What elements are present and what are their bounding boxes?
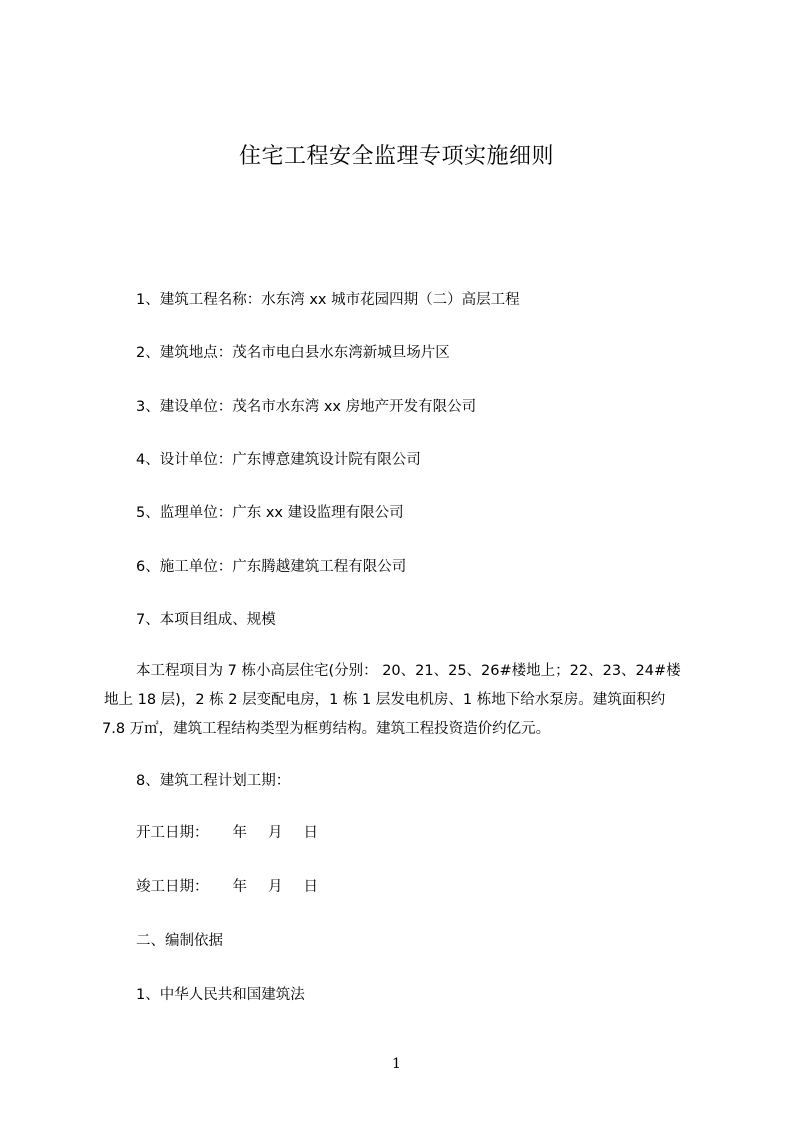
project-scale-paragraph bbox=[104, 657, 704, 744]
design-unit-item: 4、设计单位：广东博意建筑设计院有限公司 bbox=[136, 452, 421, 468]
start-date-row bbox=[136, 823, 318, 843]
supervision-unit-item: 5、监理单位：广东 xx 建设监理有限公司 bbox=[136, 505, 404, 521]
end-month-unit: 月 bbox=[268, 879, 283, 895]
start-year-unit: 年 bbox=[232, 825, 247, 841]
end-day-unit: 日 bbox=[303, 879, 318, 895]
scale-line-1: 本工程项目为 7 栋小高层住宅(分别： 20、21、25、26#楼地上；22、23、24#楼 bbox=[136, 663, 681, 679]
start-month-unit: 月 bbox=[268, 825, 283, 841]
schedule-heading: 8、建筑工程计划工期： bbox=[136, 773, 291, 789]
end-date-row bbox=[136, 877, 318, 897]
end-year-unit: 年 bbox=[232, 879, 247, 895]
basis-heading: 二、编制依据 bbox=[136, 933, 223, 949]
start-day-unit: 日 bbox=[303, 825, 318, 841]
project-location-item: 2、建筑地点：茂名市电白县水东湾新城旦场片区 bbox=[136, 345, 450, 361]
project-name-item: 1、建筑工程名称：水东湾 xx 城市花园四期（二）高层工程 bbox=[136, 292, 520, 308]
construction-unit-item: 6、施工单位：广东腾越建筑工程有限公司 bbox=[136, 559, 407, 575]
client-item: 3、建设单位：茂名市水东湾 xx 房地产开发有限公司 bbox=[136, 399, 477, 415]
document-title: 住宅工程安全监理专项实施细则 bbox=[238, 144, 554, 169]
project-scale-heading: 7、本项目组成、规模 bbox=[136, 612, 276, 628]
page-number: 1 bbox=[392, 1056, 401, 1072]
basis-item-1: 1、中华人民共和国建筑法 bbox=[136, 987, 305, 1003]
scale-line-2: 地上 18 层)，2 栋 2 层变配电房，1 栋 1 层发电机房、1 栋地下给水泵房。建筑面积约 bbox=[104, 692, 666, 708]
start-date-label: 开工日期： bbox=[136, 825, 209, 841]
scale-line-3: 7.8 万㎡，建筑工程结构类型为框剪结构。建筑工程投资造价约亿元。 bbox=[102, 721, 551, 737]
end-date-label: 竣工日期： bbox=[136, 879, 209, 895]
